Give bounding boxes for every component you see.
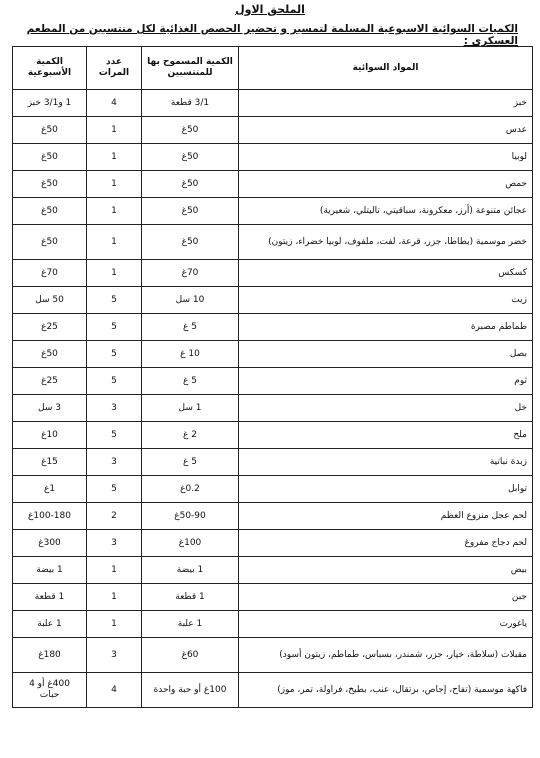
cell-qty: 50غ bbox=[142, 225, 239, 260]
table-row bbox=[13, 225, 533, 260]
header-qty: الكمية المسموح بها للمنتسبين bbox=[142, 47, 239, 90]
cell-qty: 5 غ bbox=[142, 368, 239, 395]
cell-qty: 50-90غ bbox=[142, 503, 239, 530]
cell-weekly: 1 قطعة bbox=[13, 584, 87, 611]
cell-food: زبدة نباتية bbox=[239, 449, 533, 476]
cell-qty: 2 غ bbox=[142, 422, 239, 449]
cell-qty: 1 بيضة bbox=[142, 557, 239, 584]
cell-weekly: 3 سل bbox=[13, 395, 87, 422]
cell-weekly: 1غ bbox=[13, 476, 87, 503]
cell-weekly: 1 علبة bbox=[13, 611, 87, 638]
table-row bbox=[13, 584, 533, 611]
table-row bbox=[13, 449, 533, 476]
cell-count: 1 bbox=[87, 611, 142, 638]
cell-food: لحم عجل منزوع العظم bbox=[239, 503, 533, 530]
cell-weekly: 25غ bbox=[13, 314, 87, 341]
cell-count: 3 bbox=[87, 449, 142, 476]
cell-count: 1 bbox=[87, 225, 142, 260]
cell-qty: 10 سل bbox=[142, 287, 239, 314]
cell-food: عدس bbox=[239, 117, 533, 144]
cell-qty: 50غ bbox=[142, 198, 239, 225]
cell-count: 4 bbox=[87, 673, 142, 708]
cell-count: 5 bbox=[87, 287, 142, 314]
cell-weekly: 50غ bbox=[13, 198, 87, 225]
cell-weekly: 50غ bbox=[13, 171, 87, 198]
cell-food: زيت bbox=[239, 287, 533, 314]
table-row bbox=[13, 314, 533, 341]
table-row bbox=[13, 368, 533, 395]
cell-qty: 0.2غ bbox=[142, 476, 239, 503]
cell-count: 1 bbox=[87, 260, 142, 287]
table-row bbox=[13, 530, 533, 557]
cell-count: 1 bbox=[87, 198, 142, 225]
cell-food: ياغورت bbox=[239, 611, 533, 638]
cell-count: 5 bbox=[87, 368, 142, 395]
table-row bbox=[13, 476, 533, 503]
cell-food: ثوم bbox=[239, 368, 533, 395]
cell-weekly: 10غ bbox=[13, 422, 87, 449]
cell-food: فاكهة موسمية (تفاح، إجاص، برتقال، عنب، بطيخ، فراولة، تمر، موز) bbox=[239, 673, 533, 708]
cell-food: ملح bbox=[239, 422, 533, 449]
cell-count: 5 bbox=[87, 341, 142, 368]
cell-weekly: 1 بيضة bbox=[13, 557, 87, 584]
cell-food: جبن bbox=[239, 584, 533, 611]
cell-food: كسكس bbox=[239, 260, 533, 287]
table-row bbox=[13, 90, 533, 117]
cell-count: 3 bbox=[87, 530, 142, 557]
cell-qty: 60غ bbox=[142, 638, 239, 673]
cell-food: حمص bbox=[239, 171, 533, 198]
cell-weekly: 300غ bbox=[13, 530, 87, 557]
cell-qty: 5 غ bbox=[142, 314, 239, 341]
cell-weekly: 25غ bbox=[13, 368, 87, 395]
cell-weekly: 180غ bbox=[13, 638, 87, 673]
cell-weekly: 50غ bbox=[13, 341, 87, 368]
cell-weekly: 50غ bbox=[13, 144, 87, 171]
table-row bbox=[13, 557, 533, 584]
cell-food: مقبلات (سلاطة، خيار، جزر، شمندر، بسباس، طماطم، زيتون أسود) bbox=[239, 638, 533, 673]
cell-count: 1 bbox=[87, 171, 142, 198]
cell-count: 1 bbox=[87, 117, 142, 144]
cell-qty: 1 علبة bbox=[142, 611, 239, 638]
page-subtitle: الكميات السوائية الاسبوعية المسلمة لتمسير و تحضير الحصص الغذائية لكل منتسبين من المطعم العسكري : bbox=[26, 23, 518, 47]
table-row bbox=[13, 395, 533, 422]
cell-weekly: 70غ bbox=[13, 260, 87, 287]
header-food: المواد السوائية bbox=[239, 47, 533, 90]
cell-food: عجائن متنوعة (أرز، معكرونة، سباقيتي، تاليتلي، شعيرية) bbox=[239, 198, 533, 225]
header-weekly: الكمية الأسبوعية bbox=[13, 47, 87, 90]
cell-count: 2 bbox=[87, 503, 142, 530]
cell-count: 1 bbox=[87, 584, 142, 611]
cell-food: بصل bbox=[239, 341, 533, 368]
cell-qty: 70غ bbox=[142, 260, 239, 287]
cell-qty: 1 قطعة bbox=[142, 584, 239, 611]
cell-qty: 1 سل bbox=[142, 395, 239, 422]
page-title: الملحق الاول bbox=[235, 3, 305, 16]
cell-qty: 100غ أو حبة واحدة bbox=[142, 673, 239, 708]
cell-food: لوبيا bbox=[239, 144, 533, 171]
cell-qty: 10 غ bbox=[142, 341, 239, 368]
cell-count: 3 bbox=[87, 395, 142, 422]
table-row bbox=[13, 287, 533, 314]
cell-food: طماطم مصبرة bbox=[239, 314, 533, 341]
cell-count: 5 bbox=[87, 476, 142, 503]
cell-weekly: 50غ bbox=[13, 225, 87, 260]
table-row bbox=[13, 260, 533, 287]
cell-weekly: 100-180غ bbox=[13, 503, 87, 530]
cell-qty: 50غ bbox=[142, 171, 239, 198]
cell-weekly: 400غ أو 4 حبات bbox=[13, 673, 87, 708]
cell-qty: 50غ bbox=[142, 117, 239, 144]
table-row bbox=[13, 638, 533, 673]
cell-count: 4 bbox=[87, 90, 142, 117]
table-row bbox=[13, 503, 533, 530]
cell-qty: 5 غ bbox=[142, 449, 239, 476]
cell-weekly: 1 و3/1 خبز bbox=[13, 90, 87, 117]
cell-food: لحم دجاج مفروغ bbox=[239, 530, 533, 557]
table-row bbox=[13, 611, 533, 638]
cell-count: 5 bbox=[87, 422, 142, 449]
cell-food: بيض bbox=[239, 557, 533, 584]
cell-weekly: 50 سل bbox=[13, 287, 87, 314]
ration-table bbox=[12, 46, 533, 708]
cell-count: 5 bbox=[87, 314, 142, 341]
table-row bbox=[13, 171, 533, 198]
cell-food: خل bbox=[239, 395, 533, 422]
cell-food: خبز bbox=[239, 90, 533, 117]
table-row bbox=[13, 117, 533, 144]
table-row bbox=[13, 422, 533, 449]
cell-qty: 3/1 قطعة bbox=[142, 90, 239, 117]
cell-qty: 50غ bbox=[142, 144, 239, 171]
cell-count: 3 bbox=[87, 638, 142, 673]
cell-count: 1 bbox=[87, 557, 142, 584]
table-header-row bbox=[13, 47, 533, 90]
table-row bbox=[13, 198, 533, 225]
cell-food: خضر موسمية (بطاطا، جزر، قرعة، لفت، ملفوف، لوبيا خضراء، زيتون) bbox=[239, 225, 533, 260]
cell-qty: 100غ bbox=[142, 530, 239, 557]
cell-weekly: 50غ bbox=[13, 117, 87, 144]
table-row bbox=[13, 673, 533, 708]
table-row bbox=[13, 144, 533, 171]
cell-count: 1 bbox=[87, 144, 142, 171]
cell-food: توابل bbox=[239, 476, 533, 503]
table-row bbox=[13, 341, 533, 368]
header-count: عدد المرات bbox=[87, 47, 142, 90]
cell-weekly: 15غ bbox=[13, 449, 87, 476]
